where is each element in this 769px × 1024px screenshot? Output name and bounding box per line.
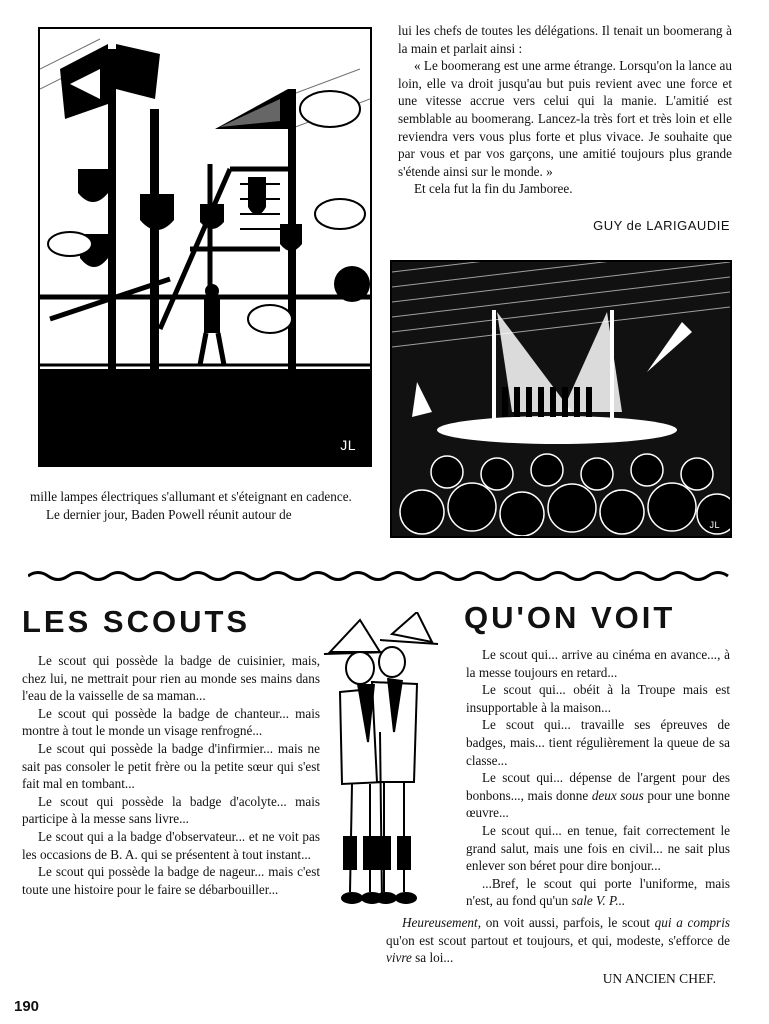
top-right-text bbox=[398, 22, 732, 198]
qui-a-compris-emphasis: qui a compris bbox=[654, 915, 730, 930]
right-paragraph-6 bbox=[466, 875, 730, 910]
right-paragraph-1: Le scout qui... arrive au cinéma en avance..., à la messe toujours en retard... bbox=[466, 647, 730, 680]
right-paragraph-2: Le scout qui... obéit à la Troupe mais est insupportable à la maison... bbox=[466, 682, 730, 715]
top-left-paragraph-2: Le dernier jour, Baden Powell réunit autour de bbox=[46, 506, 292, 522]
left-paragraph: Le scout qui possède la badge de nageur... mais c'est toute une histoire pour le faire se débarbouiller... bbox=[22, 864, 320, 897]
stage-illustration bbox=[390, 260, 732, 538]
top-left-paragraph-1: mille lampes électriques s'allumant et s'éteignant en cadence. bbox=[30, 489, 352, 504]
right-paragraph-4-text-b: pour une bonne œuvre... bbox=[466, 787, 730, 821]
vivre-emphasis: vivre bbox=[386, 950, 412, 966]
stage-drawing bbox=[392, 262, 730, 536]
top-left-text bbox=[30, 488, 374, 523]
right-paragraph-6-text: ...Bref, le scout qui porte l'uniforme, mais n'est, au fond qu'un bbox=[466, 875, 730, 909]
closing-text-c: sa loi... bbox=[411, 950, 454, 966]
wavy-divider bbox=[28, 568, 738, 584]
left-paragraph: Le scout qui possède la badge de cuisinier, mais, chez lui, ne mettrait pour rien au monde ses mains dans l'eau de la vaisselle de sa maman... bbox=[22, 653, 320, 704]
author-signature: GUY de LARIGAUDIE bbox=[593, 218, 730, 233]
flags-illustration bbox=[38, 27, 372, 467]
right-column bbox=[466, 646, 730, 910]
headline-right: QU'ON VOIT bbox=[464, 600, 676, 635]
right-paragraph-4-text-a: Le scout qui... dépense de l'argent pour des bonbons..., mais donne bbox=[466, 770, 730, 803]
headline-left: LES SCOUTS bbox=[22, 604, 251, 639]
right-paragraph-3: Le scout qui... travaille ses épreuves de badges, mais... tient régulièrement la queue de sa classe... bbox=[466, 717, 730, 768]
right-paragraph-4 bbox=[466, 769, 730, 822]
jamboree-end-line: Et cela fut la fin du Jamboree. bbox=[414, 181, 573, 197]
closing-text-a: , on voit aussi, parfois, le scout bbox=[477, 915, 655, 930]
left-paragraph: Le scout qui possède la badge d'infirmier... mais ne sait pas consoler le petit frère ou la petite sœur qui s'est fait mal en tombant... bbox=[22, 740, 320, 792]
left-paragraph: Le scout qui possède la badge de chanteur... mais montre à tout le monde un visage renfrogné... bbox=[22, 705, 320, 739]
boomerang-quote: « Le boomerang est une arme étrange. Lorsqu'on la lance au loin, elle va droit jusqu'au but puis revient avec une force et une vitesse accrue vers celui qui la manie. L'amitié est semblable au boomerang. Lancez-la très fort et très loin et elle reviendra vers vous plus forte et plus vivace. Je souhaite que par vous et par vos garçons, une amitié toujours plus grande s'étende ainsi sur le monde. » bbox=[398, 58, 732, 179]
left-paragraph: Le scout qui possède la badge d'acolyte... mais participe à la messe sans livre... bbox=[22, 793, 320, 827]
right-paragraph-5: Le scout qui... en tenue, fait correctement le grand salut, mais une fois en civil... ne sait plus enlever son béret pour dire bonjour... bbox=[466, 822, 730, 874]
right-paragraph-4-emphasis: deux sous bbox=[591, 787, 644, 803]
left-column bbox=[22, 652, 320, 898]
right-paragraph-6-emphasis: sale V. P... bbox=[571, 893, 626, 909]
flags-artist-initials: JL bbox=[340, 437, 356, 453]
closing-signature: UN ANCIEN CHEF. bbox=[602, 971, 716, 986]
closing-text-b: qu'on est scout partout et toujours, et qui, modeste, s'efforce de bbox=[386, 932, 730, 948]
stage-artist-initials: JL bbox=[709, 520, 720, 530]
heureusement-emphasis: Heureusement bbox=[402, 915, 478, 930]
two-scouts-drawing bbox=[322, 612, 442, 912]
top-right-paragraph-1: lui les chefs de toutes les délégations. Il tenait un boomerang à la main et parlait ainsi : bbox=[398, 23, 732, 56]
flags-drawing bbox=[40, 29, 370, 465]
right-paragraph-7 bbox=[386, 914, 730, 967]
closing-paragraph bbox=[386, 914, 730, 967]
left-paragraph: Le scout qui a la badge d'observateur... et ne voit pas les occasions de B. A. qui se présentent à tout instant... bbox=[22, 828, 320, 862]
page-number: 190 bbox=[14, 998, 40, 1015]
